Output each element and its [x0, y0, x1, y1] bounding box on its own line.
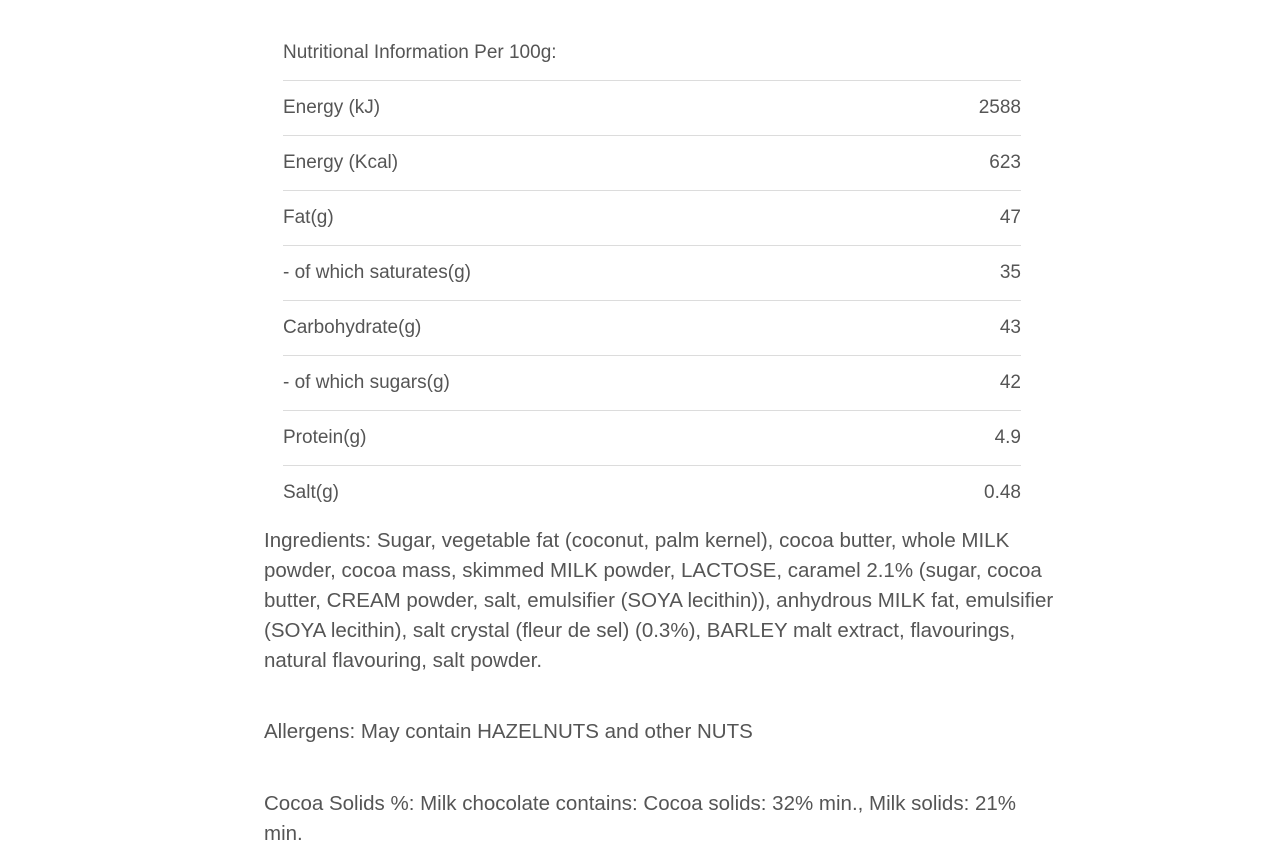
nutrition-row-sugars — [283, 356, 1021, 411]
nutrition-value: 4.9 — [994, 427, 1021, 448]
nutrition-label: - of which sugars(g) — [283, 372, 450, 393]
nutrition-value: 35 — [999, 262, 1021, 283]
nutrition-label: - of which saturates(g) — [283, 262, 471, 283]
nutrition-table — [283, 26, 1021, 520]
allergens-text: Allergens: May contain HAZELNUTS and other NUTS — [264, 720, 753, 743]
nutrition-value: 623 — [989, 152, 1021, 173]
nutrition-row-carbohydrate — [283, 301, 1021, 356]
nutrition-row-energy-kcal — [283, 136, 1021, 191]
nutrition-value: 0.48 — [984, 482, 1021, 503]
ingredients-text: Ingredients: Sugar, vegetable fat (coconut, palm kernel), cocoa butter, whole MILK powder, cocoa mass, skimmed MILK powder, LACTOSE, caramel 2.1% (sugar, cocoa butter, CREAM powder, salt, emulsifier (SOYA lecithin)), anhydrous MILK fat, emulsifier (SOYA lecithin), salt crystal (fleur de sel) (0.3%), BARLEY malt extract, flavourings, natural flavouring, salt powder. — [264, 529, 1054, 672]
nutrition-label: Fat(g) — [283, 207, 334, 228]
nutrition-label: Energy (Kcal) — [283, 152, 399, 173]
nutrition-row-fat — [283, 191, 1021, 246]
nutrition-row-energy-kj — [283, 81, 1021, 136]
nutrition-row-salt — [283, 466, 1021, 520]
nutrition-label: Carbohydrate(g) — [283, 317, 422, 338]
nutrition-title: Nutritional Information Per 100g: — [283, 26, 1021, 81]
nutrition-row-protein — [283, 411, 1021, 466]
cocoa-solids-text: Cocoa Solids %: Milk chocolate contains: Cocoa solids: 32% min., Milk solids: 21% min. — [264, 792, 1016, 845]
nutrition-label: Protein(g) — [283, 427, 367, 448]
nutrition-label: Salt(g) — [283, 482, 339, 503]
nutrition-value: 42 — [999, 372, 1021, 393]
nutrition-row-saturates — [283, 246, 1021, 301]
nutrition-value: 2588 — [978, 97, 1021, 118]
nutrition-label: Energy (kJ) — [283, 97, 381, 118]
nutrition-value: 43 — [999, 317, 1021, 338]
nutrition-value: 47 — [999, 207, 1021, 228]
